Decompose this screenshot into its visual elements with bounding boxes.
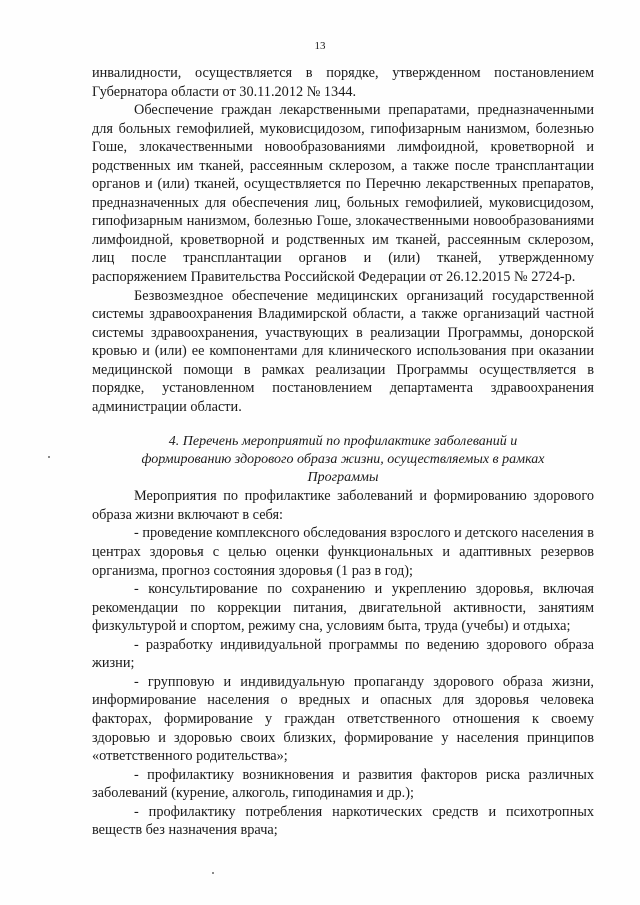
list-item: - разработку индивидуальной программы по ведению здорового образа жизни; bbox=[92, 636, 594, 672]
document-body bbox=[92, 64, 594, 840]
scan-speck bbox=[212, 872, 214, 874]
section-intro: Мероприятия по профилактике заболеваний и формированию здорового образа жизни включают в себя: bbox=[92, 488, 594, 523]
section-heading-line: Программы bbox=[307, 470, 379, 486]
section-heading-line: 4. Перечень мероприятий по профилактике заболеваний и bbox=[168, 434, 518, 450]
paragraph-blood-provision: Безвозмездное обеспечение медицинских организаций государственной системы здравоохранения Владимирской области, а также организаций частной системы здравоохранения, участвующих в реализации Программы, донорской кровью и (или) ее компонентами для клинического использования при оказании медицинской помощи в рамках реализации Программы осуществляется в порядке, установленном постановлением департамента здравоохранения администрации области. bbox=[92, 287, 594, 415]
page-number: 13 bbox=[314, 40, 326, 52]
list-item: - профилактику возникновения и развития факторов риска различных заболеваний (курение, алкоголь, гиподинамия и др.); bbox=[92, 766, 594, 802]
section-heading bbox=[92, 433, 594, 487]
paragraph-disability-continuation: инвалидности, осуществляется в порядке, утвержденном постановлением Губернатора области от 30.11.2012 № 1344. bbox=[92, 65, 594, 100]
list-item: - групповую и индивидуальную пропаганду здорового образа жизни, информирование населения о вредных и опасных для здоровья человека факторах, формирование у граждан ответственного отношения к своему здоровью и здоровью своих близких, формирование у населения принципов «ответственного родительства»; bbox=[92, 673, 594, 765]
list-item: - проведение комплексного обследования взрослого и детского населения в центрах здоровья с целью оценки функциональных и адаптивных резервов организма, прогноз состояния здоровья (1 раз в год); bbox=[92, 525, 594, 579]
section-heading-line: формированию здорового образа жизни, осуществляемых в рамках bbox=[141, 452, 545, 468]
paragraph-drug-provision: Обеспечение граждан лекарственными препаратами, предназначенными для больных гемофилией, муковисцидозом, гипофизарным нанизмом, болезнью Гоше, злокачественными новообразованиями лимфоидной, кроветворной и родственных им тканей, рассеянным склерозом, а также после трансплантации органов и (или) тканей, осуществляется по Перечню лекарственных препаратов, предназначенных для обеспечения лиц, больных гемофилией, муковисцидозом, гипофизарным нанизмом, болезнью Гоше, злокачественными новообразованиями лимфоидной, кроветворной и родственных им тканей, рассеянным склерозом, лиц после трансплантации органов и (или) тканей, утвержденному распоряжением Правительства Российской Федерации от 26.12.2015 № 2724-р. bbox=[92, 102, 594, 286]
list-item: - консультирование по сохранению и укреплению здоровья, включая рекомендации по коррекции питания, двигательной активности, занятиям физкультурой и спортом, режиму сна, условиям быта, труда (учебы) и отдыха; bbox=[92, 581, 594, 635]
scan-speck bbox=[48, 456, 50, 458]
list-item: - профилактику потребления наркотических средств и психотропных веществ без назначения врача; bbox=[92, 803, 594, 839]
